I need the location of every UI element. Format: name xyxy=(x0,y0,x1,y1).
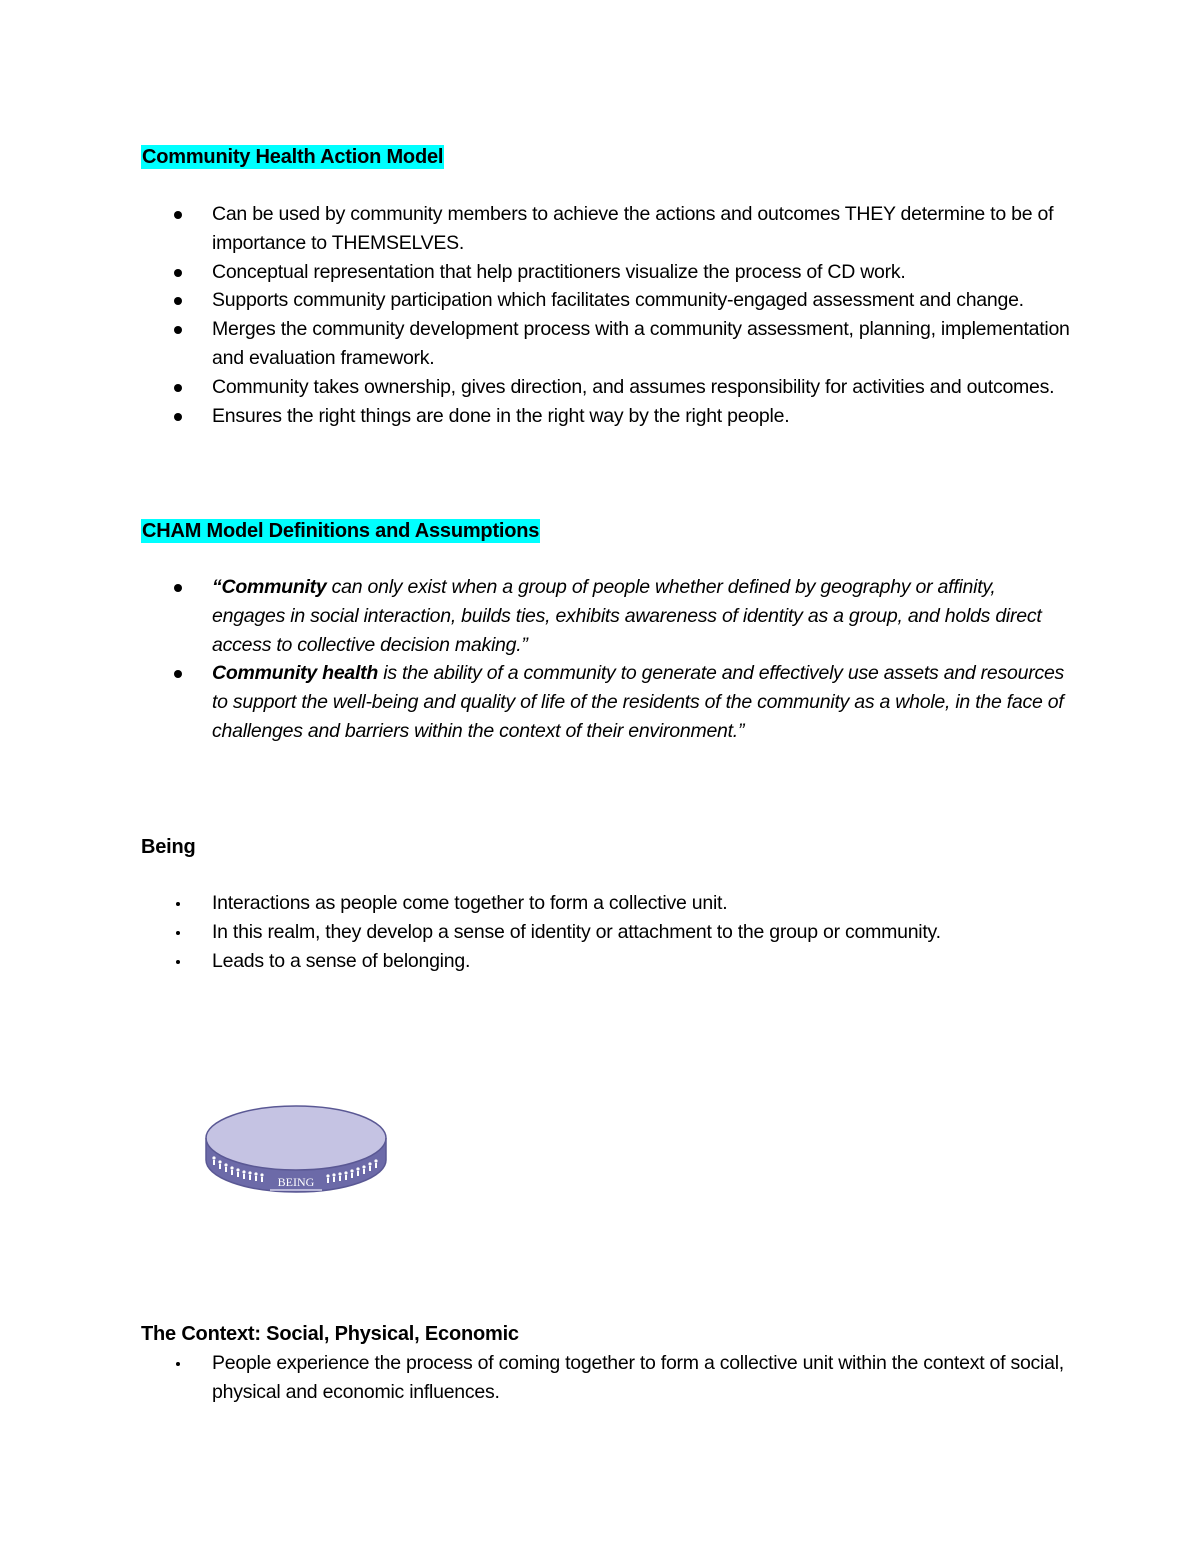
list-item: Community takes ownership, gives direction, and assumes responsibility for activities and outcomes. xyxy=(0,373,1072,402)
disc-caption-line xyxy=(270,1189,322,1191)
definition-community-health-text: is the ability of a community to generate and effectively use assets and resources to support the well-being and quality of life of the residents of the community as a whole, in the face of challenges and barriers within the context of their environment.” xyxy=(212,662,1065,742)
list-item: Merges the community development process with a community assessment, planning, implementation and evaluation framework. xyxy=(0,315,1072,373)
list-item: In this realm, they develop a sense of identity or attachment to the group or community. xyxy=(0,918,1072,947)
list-item: Can be used by community members to achieve the actions and outcomes THEY determine to be of importance to THEMSELVES. xyxy=(0,200,1072,258)
heading-context-text: The Context: Social, Physical, Economic xyxy=(141,1323,519,1345)
definition-community-text: can only exist when a group of people whether defined by geography or affinity, engages in social interaction, builds ties, exhibits awareness of identity as a group, and holds direct access to collective decision making.” xyxy=(212,576,1042,656)
disc-top xyxy=(206,1106,386,1170)
heading-cham-text: Community Health Action Model xyxy=(142,146,444,168)
list-item: Leads to a sense of belonging. xyxy=(0,947,1072,976)
cham-bullet-list xyxy=(0,200,1072,430)
heading-cham xyxy=(141,143,444,171)
definition-community-health xyxy=(0,659,1072,745)
list-item: Interactions as people come together to form a collective unit. xyxy=(0,889,1072,918)
term-community-health: Community health xyxy=(212,662,379,685)
heading-being xyxy=(141,833,196,861)
definition-community xyxy=(0,573,1072,659)
definitions-list xyxy=(0,573,1072,746)
heading-definitions-text: CHAM Model Definitions and Assumptions xyxy=(142,520,540,542)
context-bullet-list xyxy=(0,1349,1072,1407)
heading-definitions xyxy=(141,517,540,545)
list-item: Supports community participation which facilitates community-engaged assessment and change. xyxy=(0,286,1072,315)
being-disc-figure xyxy=(200,1098,392,1198)
being-bullet-list xyxy=(0,889,1072,975)
heading-context xyxy=(141,1320,519,1348)
list-item: Conceptual representation that help practitioners visualize the process of CD work. xyxy=(0,258,1072,287)
list-item: Ensures the right things are done in the right way by the right people. xyxy=(0,402,1072,431)
term-community: “Community xyxy=(212,576,327,598)
list-item: People experience the process of coming together to form a collective unit within the context of social, physical and economic influences. xyxy=(0,1349,1072,1407)
heading-being-text: Being xyxy=(141,836,196,858)
disc-label: BEING xyxy=(277,1175,315,1189)
